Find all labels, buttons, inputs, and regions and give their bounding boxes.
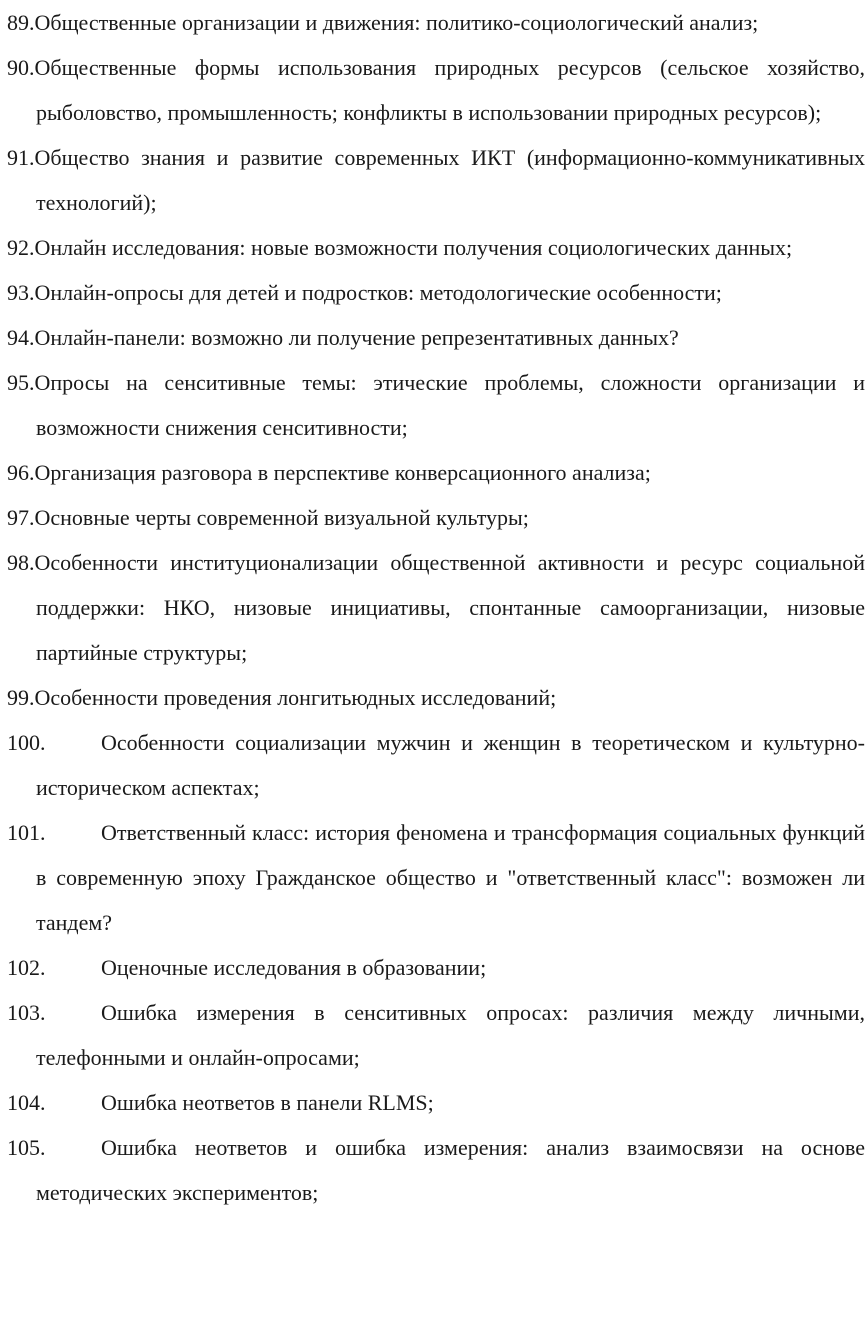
list-item bbox=[7, 270, 865, 315]
list-item-number: 103. bbox=[7, 1000, 46, 1025]
list-item-number: 102. bbox=[7, 955, 46, 980]
list-item-number: 93. bbox=[7, 280, 35, 305]
list-item-number: 97. bbox=[7, 505, 35, 530]
list-item-text bbox=[36, 810, 865, 945]
list-item bbox=[7, 1080, 865, 1125]
list-item-text bbox=[36, 495, 865, 540]
list-item-content: Общественные организации и движения: политико-социологический анализ; bbox=[34, 10, 759, 35]
list-item-content: Особенности институционализации общественной активности и ресурс социальной поддержки: НКО, низовые инициативы, спонтанные самоорганизации, низовые партийные структуры; bbox=[34, 550, 865, 665]
list-item-content: Онлайн-опросы для детей и подростков: методологические особенности; bbox=[34, 280, 722, 305]
list-item-content: Онлайн-панели: возможно ли получение репрезентативных данных? bbox=[34, 325, 679, 350]
list-item-content: Онлайн исследования: новые возможности получения социологических данных; bbox=[34, 235, 793, 260]
list-item-number: 89. bbox=[7, 10, 35, 35]
list-item-text bbox=[36, 225, 865, 270]
list-item-content: Ошибка измерения в сенситивных опросах: различия между личными, телефонными и онлайн-опросами; bbox=[36, 1000, 865, 1070]
list-item-number: 104. bbox=[7, 1090, 46, 1115]
list-item-number: 95. bbox=[7, 370, 35, 395]
list-item-number: 100. bbox=[7, 730, 46, 755]
list-item bbox=[7, 945, 865, 990]
list-item-content: Особенности социализации мужчин и женщин в теоретическом и культурно-историческом аспектах; bbox=[36, 730, 865, 800]
list-item bbox=[7, 450, 865, 495]
list-item bbox=[7, 135, 865, 225]
list-item-number: 99. bbox=[7, 685, 35, 710]
list-item-text bbox=[36, 720, 865, 810]
list-item bbox=[7, 360, 865, 450]
list-item-content: Ошибка неответов и ошибка измерения: анализ взаимосвязи на основе методических экспериментов; bbox=[36, 1135, 865, 1205]
list-item bbox=[7, 1125, 865, 1215]
list-item-text bbox=[36, 1080, 865, 1125]
list-item-text bbox=[36, 1125, 865, 1215]
list-item-text bbox=[36, 540, 865, 675]
list-item-text bbox=[36, 45, 865, 135]
list-item-number: 98. bbox=[7, 550, 35, 575]
list-item-text bbox=[36, 270, 865, 315]
list-item-content: Организация разговора в перспективе конверсационного анализа; bbox=[34, 460, 651, 485]
list-item bbox=[7, 720, 865, 810]
list-item bbox=[7, 315, 865, 360]
list-item-text bbox=[36, 360, 865, 450]
list-item bbox=[7, 45, 865, 135]
list-item-text bbox=[36, 135, 865, 225]
list-item bbox=[7, 675, 865, 720]
list-item-content: Ответственный класс: история феномена и трансформация социальных функций в современную эпоху Гражданское общество и "ответственный класс": возможен ли тандем? bbox=[36, 820, 865, 935]
list-item-text bbox=[36, 675, 865, 720]
list-item bbox=[7, 540, 865, 675]
list-item-content: Ошибка неответов в панели RLMS; bbox=[101, 1090, 434, 1115]
list-item-number: 91. bbox=[7, 145, 35, 170]
list-item-number: 92. bbox=[7, 235, 35, 260]
list-item-content: Общественные формы использования природных ресурсов (сельское хозяйство, рыболовство, промышленность; конфликты в использовании природных ресурсов); bbox=[34, 55, 865, 125]
list-item-text bbox=[36, 945, 865, 990]
list-item bbox=[7, 495, 865, 540]
list-item-number: 101. bbox=[7, 820, 46, 845]
list-item-text bbox=[36, 990, 865, 1080]
list-item-number: 105. bbox=[7, 1135, 46, 1160]
list-item-number: 94. bbox=[7, 325, 35, 350]
list-item-text bbox=[36, 0, 865, 45]
list-item bbox=[7, 0, 865, 45]
list-item-content: Общество знания и развитие современных ИКТ (информационно-коммуникативных технологий); bbox=[34, 145, 865, 215]
list-item bbox=[7, 225, 865, 270]
list-item-content: Особенности проведения лонгитьюдных исследований; bbox=[34, 685, 557, 710]
list-item-content: Оценочные исследования в образовании; bbox=[101, 955, 487, 980]
list-item-number: 96. bbox=[7, 460, 35, 485]
list-item-text bbox=[36, 450, 865, 495]
list-item-text bbox=[36, 315, 865, 360]
list-item-number: 90. bbox=[7, 55, 35, 80]
list-item bbox=[7, 990, 865, 1080]
list-item-content: Основные черты современной визуальной культуры; bbox=[34, 505, 529, 530]
list-item bbox=[7, 810, 865, 945]
list-item-content: Опросы на сенситивные темы: этические проблемы, сложности организации и возможности снижения сенситивности; bbox=[34, 370, 865, 440]
